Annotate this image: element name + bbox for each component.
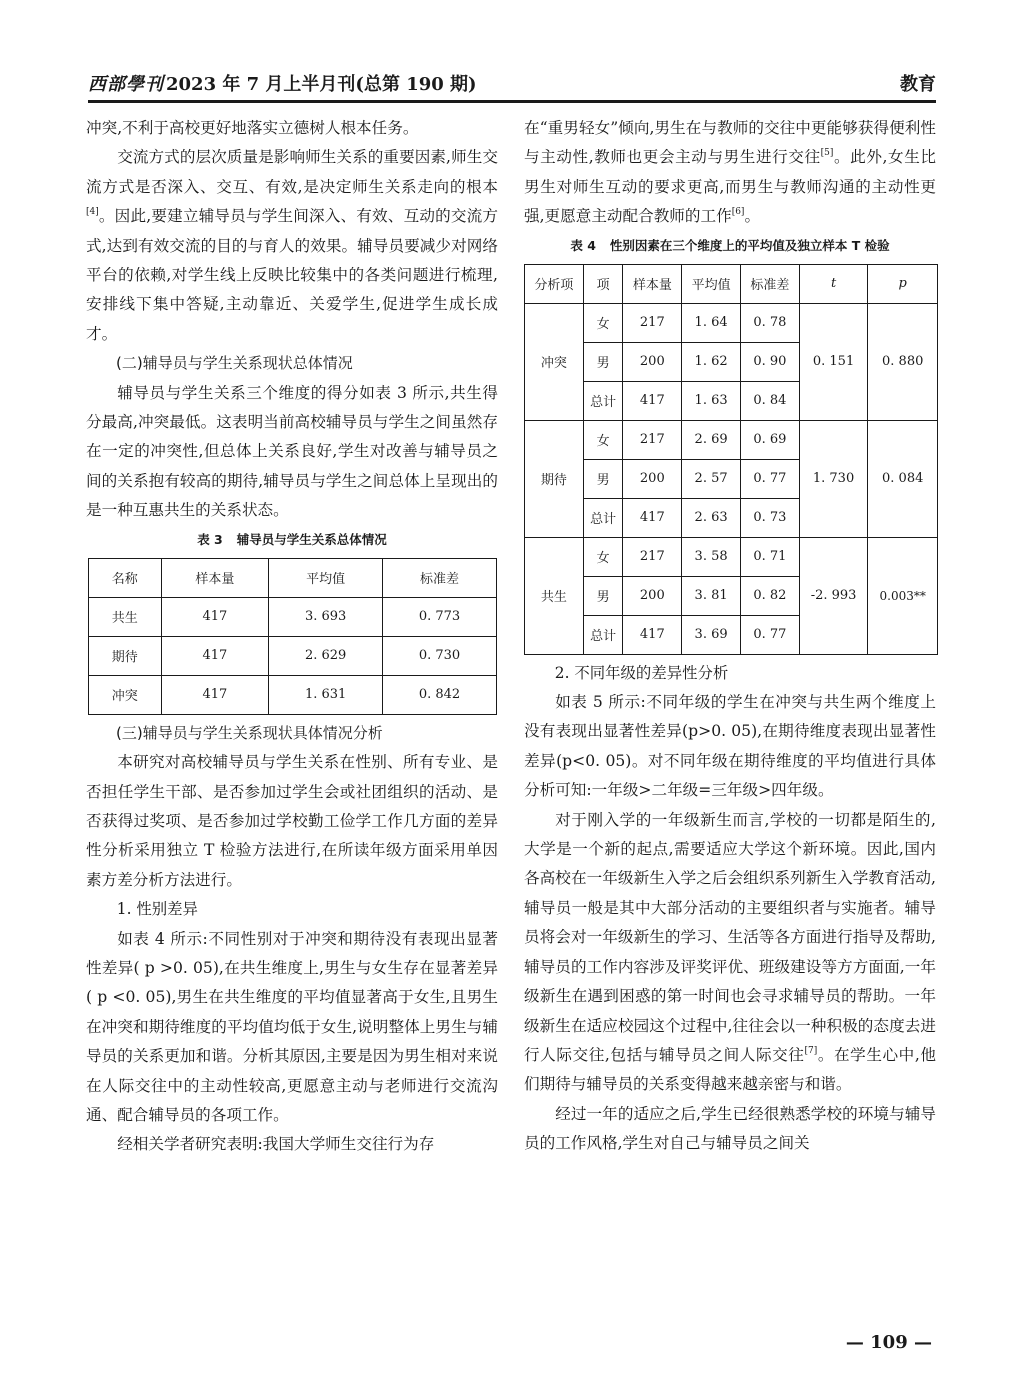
table-row bbox=[525, 303, 938, 342]
journal-title bbox=[88, 70, 477, 96]
paragraph-text: 对于刚入学的一年级新生而言,学校的一切都是陌生的,大学是一个新的起点,需要适应大学这个新环境。因此,国内各高校在一年级新生入学之后会组织系列新生入学教育活动,辅导员一般是其中大部分活动的主要组织者与实施者。辅导员将会对一年级新生的学习、生活等各方面进行指导及帮助,辅导员的工作内容涉及评奖评优、班级建设等方方面面,一年级新生在遇到困惑的第一时间也会寻求辅导员的帮助。一年级新生在适应校园这个过程中,往往会以一种积极的态度去进行人际交往,包括与辅导员之间人际交往 bbox=[524, 810, 936, 1064]
citation-ref: [5] bbox=[820, 148, 834, 159]
table3 bbox=[88, 558, 497, 715]
table-cell: 1. 62 bbox=[682, 342, 741, 381]
table-cell: 217 bbox=[623, 420, 682, 459]
table-cell: 417 bbox=[623, 498, 682, 537]
paragraph-text: 交流方式的层次质量是影响师生关系的重要因素,师生交流方式是否深入、交互、有效,是决定师生关系走向的根本 bbox=[86, 148, 498, 196]
column-header: 项 bbox=[583, 264, 623, 303]
table4-number: 表 4 bbox=[570, 237, 596, 253]
table-cell: 2. 63 bbox=[682, 498, 741, 537]
table-cell: 217 bbox=[623, 537, 682, 576]
table-cell: 0. 82 bbox=[740, 576, 799, 615]
table-cell: 总计 bbox=[583, 615, 623, 654]
table-cell: 3. 58 bbox=[682, 537, 741, 576]
paragraph: 辅导员与学生关系三个维度的得分如表 3 所示,共生得分最高,冲突最低。这表明当前高校辅导员与学生之间虽然存在一定的冲突性,但总体上关系良好,学生对改善与辅导员之间的关系抱有较高的期待,辅导员与学生之间总体上呈现出的是一种互惠共生的关系状态。 bbox=[86, 383, 498, 520]
table3-caption bbox=[86, 530, 498, 550]
column-header: t bbox=[799, 264, 868, 303]
table-cell: 男 bbox=[583, 459, 623, 498]
table-row bbox=[89, 636, 497, 675]
group-label: 共生 bbox=[525, 537, 584, 654]
table-cell: 217 bbox=[623, 303, 682, 342]
t-value: 1. 730 bbox=[799, 420, 868, 537]
table4-caption bbox=[524, 236, 936, 256]
t-value: 0. 151 bbox=[799, 303, 868, 420]
subsection-heading: 2. 不同年级的差异性分析 bbox=[554, 663, 729, 682]
paragraph-text: 。在学生心中,他们期待与辅导员的关系变得越来越亲密与和谐。 bbox=[524, 1045, 936, 1094]
column-header: p bbox=[868, 264, 938, 303]
t-value: -2. 993 bbox=[799, 537, 868, 654]
paragraph: 本研究对高校辅导员与学生关系在性别、所有专业、是否担任学生干部、是否参加过学生会或社团组织的活动、是否获得过奖项、是否参加过学校勤工俭学工作几方面的差异性分析采用独立 T 检验方法进行,在所读年级方面采用单因素方差分析方法进行。 bbox=[86, 753, 498, 889]
table-cell: 0. 71 bbox=[740, 537, 799, 576]
table-cell: 女 bbox=[583, 303, 623, 342]
table-cell: 0. 69 bbox=[740, 420, 799, 459]
table-cell: 0. 773 bbox=[383, 597, 497, 636]
table-cell: 0. 730 bbox=[383, 636, 497, 675]
paragraph: 冲突,不利于高校更好地落实立德树人根本任务。 bbox=[86, 119, 419, 137]
table-cell: 0. 90 bbox=[740, 342, 799, 381]
paragraph: 如表 5 所示:不同年级的学生在冲突与共生两个维度上没有表现出显著性差异(p>0. 05),在期待维度表现出显著性差异(p<0. 05)。对不同年级在期待维度的平均值进行具体分析可知:一年级>二年级=三年级>四年级。 bbox=[524, 693, 936, 800]
journal-logo: 西部學刊 bbox=[88, 74, 164, 95]
p-value: 0. 880 bbox=[868, 303, 938, 420]
table-cell: 1. 64 bbox=[682, 303, 741, 342]
table-cell: 1. 63 bbox=[682, 381, 741, 420]
subsection-heading: 1. 性别差异 bbox=[116, 900, 198, 919]
table-cell: 男 bbox=[583, 576, 623, 615]
table-cell: 0. 77 bbox=[740, 615, 799, 654]
table-cell: 0. 84 bbox=[740, 381, 799, 420]
table-cell: 共生 bbox=[89, 597, 162, 636]
column-header: 标准差 bbox=[740, 264, 799, 303]
table-cell: 417 bbox=[623, 615, 682, 654]
table-cell: 1. 631 bbox=[269, 675, 383, 714]
table-cell: 3. 693 bbox=[269, 597, 383, 636]
table-row bbox=[525, 537, 938, 576]
table-cell: 男 bbox=[583, 342, 623, 381]
paragraph bbox=[524, 806, 936, 1100]
table-row bbox=[525, 420, 938, 459]
table-row bbox=[89, 597, 497, 636]
column-header: 平均值 bbox=[682, 264, 741, 303]
table-cell: 200 bbox=[623, 576, 682, 615]
left-column bbox=[86, 114, 498, 1160]
right-column bbox=[524, 114, 936, 1159]
running-header bbox=[88, 70, 936, 96]
paragraph bbox=[524, 114, 936, 232]
paragraph-text: 。此外,女生比男生对师生互动的要求更高,而男生与教师沟通的主动性更强,更愿意主动配合教师的工作 bbox=[524, 148, 936, 226]
column-header: 名称 bbox=[89, 558, 162, 597]
paragraph bbox=[86, 143, 498, 349]
p-value: 0. 084 bbox=[868, 420, 938, 537]
table-cell: 0. 77 bbox=[740, 459, 799, 498]
citation-ref: [6] bbox=[731, 207, 745, 218]
table-cell: 2. 69 bbox=[682, 420, 741, 459]
column-header: 标准差 bbox=[383, 558, 497, 597]
paragraph-text: 。因此,要建立辅导员与学生间深入、有效、互动的交流方式,达到有效交流的目的与育人的效果。辅导员要减少对网络平台的依赖,对学生线上反映比较集中的各类问题进行梳理,安排线下集中答疑,主动靠近、关爱学生,促进学生成长成才。 bbox=[86, 207, 498, 343]
table-cell: 总计 bbox=[583, 498, 623, 537]
column-header: 样本量 bbox=[623, 264, 682, 303]
table-cell: 2. 57 bbox=[682, 459, 741, 498]
table-cell: 2. 629 bbox=[269, 636, 383, 675]
section-heading: (三)辅导员与学生关系现状具体情况分析 bbox=[116, 723, 383, 742]
paragraph-text: 在“重男轻女”倾向,男生在与教师的交往中更能够获得便利性与主动性,教师也更会主动与男生进行交往 bbox=[524, 119, 936, 167]
paragraph: 如表 4 所示:不同性别对于冲突和期待没有表现出显著性差异( p >0. 05),在共生维度上,男生与女生存在显著差异( p <0. 05),男生在共生维度的平均值显著高于女生,且男生在冲突和期待维度的平均值均低于女生,说明整体上男生与辅导员的关系更加和谐。分析其原因,主要是因为男生相对来说在人际交往中的主动性较高,更愿意主动与老师进行交流沟通、配合辅导员的各项工作。 bbox=[86, 929, 498, 1124]
section-heading: (二)辅导员与学生关系现状总体情况 bbox=[116, 354, 353, 373]
table4 bbox=[524, 264, 938, 655]
paragraph: 经相关学者研究表明:我国大学师生交往行为存 bbox=[117, 1135, 435, 1154]
table-cell: 冲突 bbox=[89, 675, 162, 714]
table-cell: 0. 73 bbox=[740, 498, 799, 537]
issue-info: 2023 年 7 月上半月刊(总第 190 期) bbox=[166, 74, 477, 95]
header-rule bbox=[88, 100, 936, 103]
column-header: 分析项 bbox=[525, 264, 584, 303]
citation-ref: [4] bbox=[86, 207, 99, 218]
table-header-row bbox=[89, 558, 497, 597]
table3-title: 辅导员与学生关系总体情况 bbox=[236, 531, 387, 547]
citation-ref: [7] bbox=[804, 1045, 818, 1056]
table-cell: 女 bbox=[583, 537, 623, 576]
table-cell: 3. 69 bbox=[682, 615, 741, 654]
table-cell: 总计 bbox=[583, 381, 623, 420]
table-cell: 0. 842 bbox=[383, 675, 497, 714]
column-header: 平均值 bbox=[269, 558, 383, 597]
group-label: 冲突 bbox=[525, 303, 584, 420]
table4-title: 性别因素在三个维度上的平均值及独立样本 T 检验 bbox=[609, 237, 890, 253]
paragraph: 经过一年的适应之后,学生已经很熟悉学校的环境与辅导员的工作风格,学生对自己与辅导员之间关 bbox=[524, 1104, 936, 1153]
section-name: 教育 bbox=[900, 74, 936, 95]
table-row bbox=[89, 675, 497, 714]
table3-number: 表 3 bbox=[197, 531, 223, 547]
table-header-row bbox=[525, 264, 938, 303]
table-cell: 3. 81 bbox=[682, 576, 741, 615]
table-cell: 417 bbox=[161, 636, 269, 675]
group-label: 期待 bbox=[525, 420, 584, 537]
table-cell: 女 bbox=[583, 420, 623, 459]
paragraph-text: 。 bbox=[744, 207, 761, 226]
table-cell: 200 bbox=[623, 342, 682, 381]
column-header: 样本量 bbox=[161, 558, 269, 597]
table-cell: 0. 78 bbox=[740, 303, 799, 342]
page-number: — 109 — bbox=[845, 1332, 932, 1353]
table-cell: 417 bbox=[623, 381, 682, 420]
table-cell: 200 bbox=[623, 459, 682, 498]
table-cell: 期待 bbox=[89, 636, 162, 675]
table-cell: 417 bbox=[161, 597, 269, 636]
p-value: 0.003** bbox=[868, 537, 938, 654]
table-cell: 417 bbox=[161, 675, 269, 714]
